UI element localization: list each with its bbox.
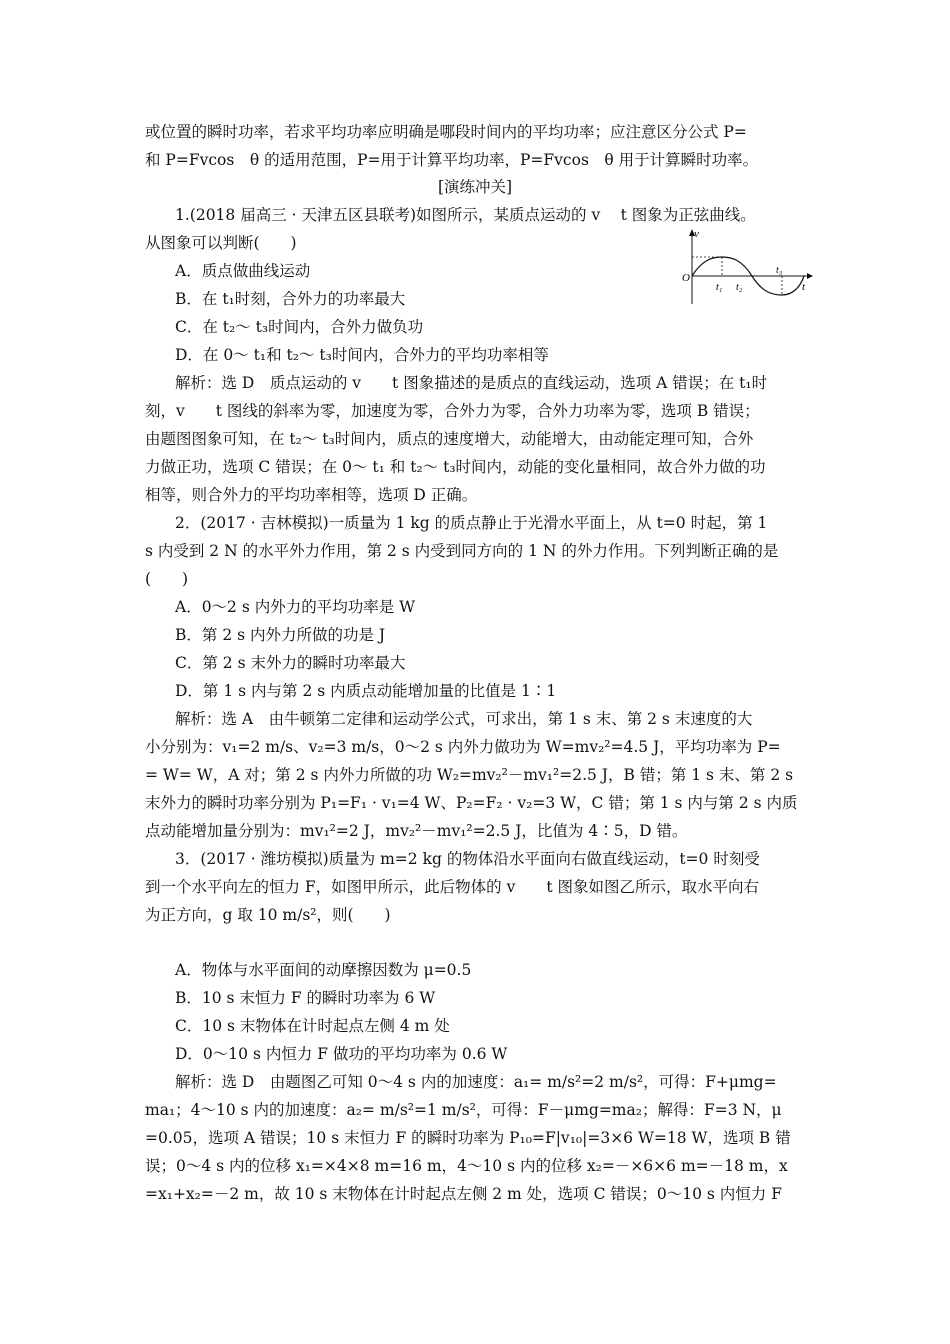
tick-t3-label: t₃ <box>776 265 783 276</box>
option-a: A．0～2 s 内外力的平均功率是 W <box>175 598 416 616</box>
solution-line: 误；0～4 s 内的位移 x₁=×4×8 m=16 m，4～10 s 内的位移 x₂=－×6×6 m=－18 m，x <box>145 1157 788 1175</box>
solution-line: 点动能增加量分别为：mv₁²=2 J，mv₂²－mv₁²=2.5 J，比值为 4∶5，D 错。 <box>145 822 688 840</box>
solution-line: ma₁；4～10 s 内的加速度：a₂= m/s²=1 m/s²，可得：F－μmg=ma₂；解得：F=3 N，μ <box>145 1101 782 1119</box>
option-d: D．在 0～ t₁和 t₂～ t₃时间内，合外力的平均功率相等 <box>175 346 549 364</box>
t-axis-arrow <box>807 273 813 279</box>
option-d: D．0～10 s 内恒力 F 做功的平均功率为 0.6 W <box>175 1045 508 1063</box>
origin-label: O <box>682 272 690 284</box>
option-a: A．质点做曲线运动 <box>175 262 311 280</box>
t-axis-label: t <box>802 281 806 293</box>
solution-line: 刻，v t 图线的斜率为零，加速度为零，合外力为零，合外力功率为零，选项 B 错误； <box>145 402 760 420</box>
solution-line: 相等，则合外力的平均功率相等，选项 D 正确。 <box>145 486 478 504</box>
option-d: D．第 1 s 内与第 2 s 内质点动能增加量的比值是 1∶1 <box>175 682 557 700</box>
question-1-stem: 从图象可以判断( ) <box>145 234 297 252</box>
text-line: 或位置的瞬时功率，若求平均功率应明确是哪段时间内的平均功率；应注意区分公式 P= <box>145 123 747 141</box>
solution-line: =x₁+x₂=－2 m，故 10 s 末物体在计时起点左侧 2 m 处，选项 C 错误；0～10 s 内恒力 F <box>145 1185 782 1203</box>
vt-sine-figure <box>672 226 814 308</box>
solution-line: 末外力的瞬时功率分别为 P₁=F₁ · v₁=4 W、P₂=F₂ · v₂=3 W，C 错；第 1 s 内与第 2 s 内质 <box>145 794 798 812</box>
option-a: A．物体与水平面间的动摩擦因数为 μ=0.5 <box>175 961 472 979</box>
option-c: C．在 t₂～ t₃时间内，合外力做负功 <box>175 318 424 336</box>
solution-line: 小分别为：v₁=2 m/s、v₂=3 m/s，0～2 s 内外力做功为 W=mv₂²=4.5 J，平均功率为 P= <box>145 738 781 756</box>
question-3-stem: 为正方向，g 取 10 m/s²，则( ) <box>145 906 391 924</box>
option-b: B．第 2 s 内外力所做的功是 J <box>175 626 386 644</box>
question-3-stem: 到一个水平向左的恒力 F，如图甲所示，此后物体的 v t 图象如图乙所示，取水平向右 <box>145 878 760 896</box>
tick-t1-label: t₁ <box>716 282 723 293</box>
section-heading: [演练冲关] <box>437 178 513 196</box>
question-3-stem: 3．(2017 · 潍坊模拟)质量为 m=2 kg 的物体沿水平面向右做直线运动，t=0 时刻受 <box>175 850 760 868</box>
question-2-stem: s 内受到 2 N 的水平外力作用，第 2 s 内受到同方向的 1 N 的外力作用。下列判断正确的是 <box>145 542 779 560</box>
solution-line: 解析：选 D 由题图乙可知 0～4 s 内的加速度：a₁= m/s²=2 m/s²，可得：F+μmg= <box>175 1073 777 1091</box>
solution-line: =0.05，选项 A 错误；10 s 末恒力 F 的瞬时功率为 P₁₀=F|v₁₀|=3×6 W=18 W，选项 B 错 <box>145 1129 791 1147</box>
option-c: C．第 2 s 末外力的瞬时功率最大 <box>175 654 406 672</box>
question-1-stem: 1.(2018 届高三 · 天津五区县联考)如图所示，某质点运动的 v t 图象为正弦曲线。 <box>175 206 756 224</box>
option-b: B．在 t₁时刻，合外力的功率最大 <box>175 290 406 308</box>
solution-line: 解析：选 D 质点运动的 v t 图象描述的是质点的直线运动，选项 A 错误；在 t₁时 <box>175 374 768 392</box>
solution-line: = W= W，A 对；第 2 s 内外力所做的功 W₂=mv₂²－mv₁²=2.5 J，B 错；第 1 s 末、第 2 s <box>145 766 794 784</box>
question-2-stem: 2．(2017 · 吉林模拟)一质量为 1 kg 的质点静止于光滑水平面上，从 t=0 时起，第 1 <box>175 514 768 532</box>
text-line: 和 P=Fvcos θ 的适用范围，P=用于计算平均功率，P=Fvcos θ 用于计算瞬时功率。 <box>145 151 759 169</box>
option-c: C．10 s 末物体在计时起点左侧 4 m 处 <box>175 1017 450 1035</box>
tick-t2-label: t₂ <box>736 282 743 293</box>
solution-line: 力做正功，选项 C 错误；在 0～ t₁ 和 t₂～ t₃时间内，动能的变化量相同，故合外力做的功 <box>145 458 766 476</box>
v-axis-label: v <box>694 228 699 240</box>
solution-line: 由题图图象可知，在 t₂～ t₃时间内，质点的速度增大，动能增大，由动能定理可知，合外 <box>145 430 754 448</box>
question-2-stem: ( ) <box>145 570 189 588</box>
solution-line: 解析：选 A 由牛顿第二定律和运动学公式，可求出，第 1 s 末、第 2 s 末速度的大 <box>175 710 753 728</box>
option-b: B．10 s 末恒力 F 的瞬时功率为 6 W <box>175 989 436 1007</box>
